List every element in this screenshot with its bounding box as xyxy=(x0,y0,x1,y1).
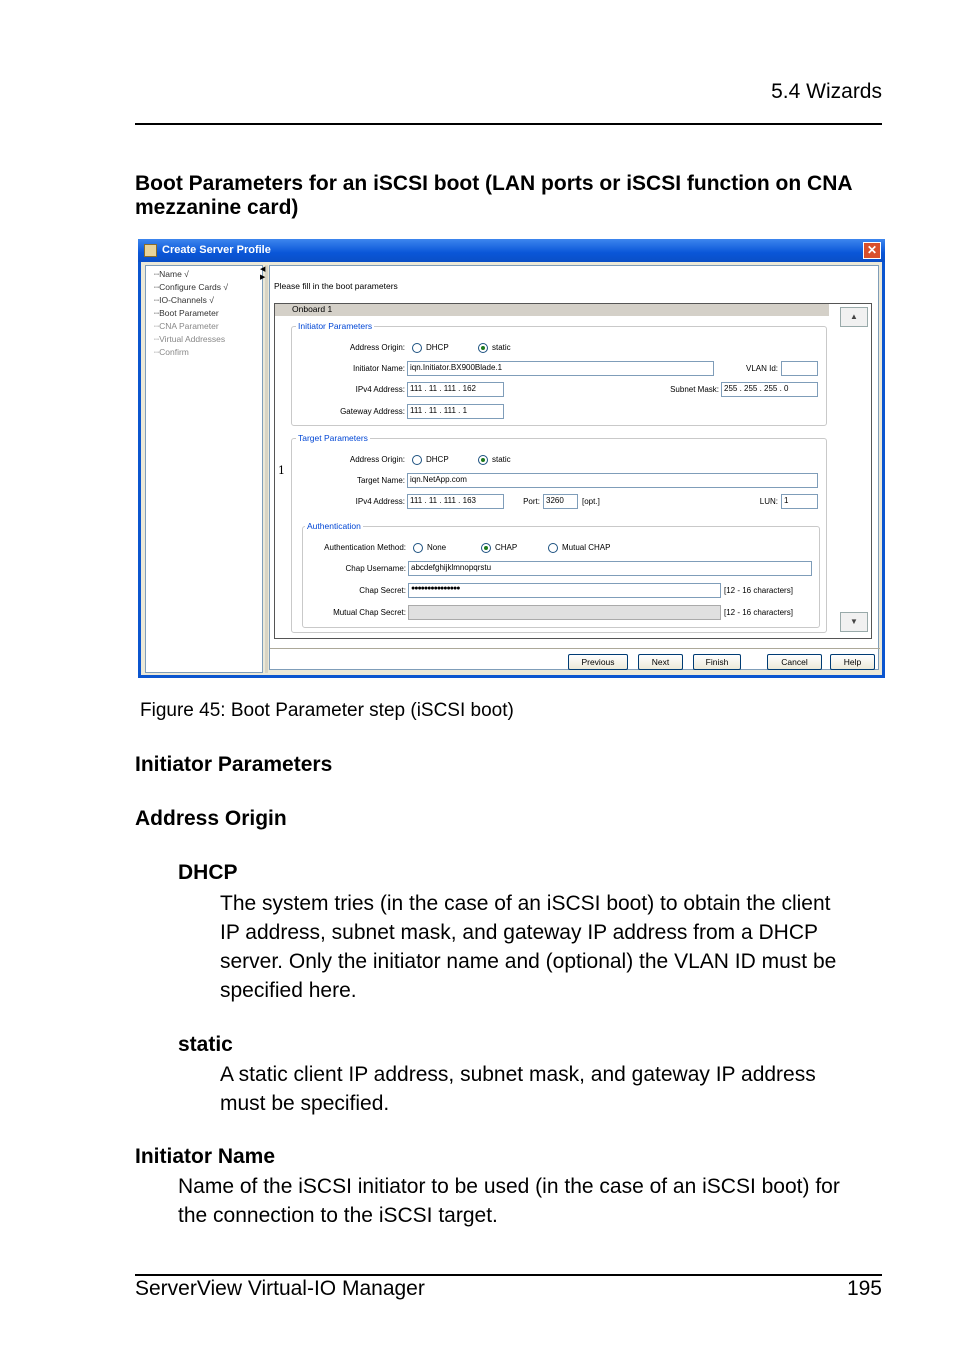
port-hint: [opt.] xyxy=(582,497,600,506)
lun-field[interactable]: 1 xyxy=(781,494,818,509)
footer-product: ServerView Virtual-IO Manager xyxy=(135,1277,425,1300)
initiator-static-label: static xyxy=(492,343,511,352)
running-header: 5.4 Wizards xyxy=(771,80,882,103)
tree-item-confirm[interactable]: ┈Confirm xyxy=(154,347,189,357)
vlan-id-label: VLAN Id: xyxy=(745,364,778,373)
initiator-ipv4-field[interactable]: 111 . 11 . 111 . 162 xyxy=(407,382,504,397)
dhcp-description: The system tries (in the case of an iSCSI boot) to obtain the client IP address, subnet mask, and gateway IP address from a DHCP server. Only the initiator name and (optional) the VLAN ID must be specified here. xyxy=(220,892,837,1002)
auth-none-radio[interactable] xyxy=(413,543,423,553)
initiator-parameters-heading: Initiator Parameters xyxy=(135,753,333,776)
help-button[interactable]: Help xyxy=(830,654,875,670)
target-static-radio[interactable] xyxy=(478,455,488,465)
authentication-group-title: Authentication xyxy=(307,521,361,531)
instruction-text: Please fill in the boot parameters xyxy=(274,281,398,291)
create-server-profile-dialog xyxy=(138,239,885,678)
section-heading: Boot Parameters for an iSCSI boot (LAN ports or iSCSI function on CNA mezzanine card) xyxy=(135,172,852,219)
dialog-title: Create Server Profile xyxy=(162,244,271,256)
initiator-dhcp-label: DHCP xyxy=(426,343,449,352)
boot-table xyxy=(274,303,872,639)
scroll-up-button[interactable]: ▲ xyxy=(840,307,868,327)
auth-chap-radio[interactable] xyxy=(481,543,491,553)
footer-rule xyxy=(135,1274,882,1276)
target-name-label: Target Name: xyxy=(356,476,405,485)
page-number: 195 xyxy=(846,1277,882,1300)
tree-item-configure-cards[interactable]: ┈Configure Cards √ xyxy=(154,282,229,292)
mutual-chap-secret-hint: [12 - 16 characters] xyxy=(724,608,793,617)
splitter[interactable] xyxy=(265,265,268,673)
vlan-id-field[interactable] xyxy=(781,361,818,376)
target-dhcp-label: DHCP xyxy=(426,455,449,464)
tree-item-cna-parameter[interactable]: ┈CNA Parameter xyxy=(154,321,219,331)
scroll-down-button[interactable]: ▼ xyxy=(840,612,868,632)
table-header: Onboard 1 xyxy=(275,304,829,316)
auth-mutual-chap-radio[interactable] xyxy=(548,543,558,553)
previous-button[interactable]: Previous xyxy=(568,654,628,670)
initiator-name-field[interactable]: iqn.Initiator.BX900Blade.1 xyxy=(407,361,714,376)
auth-chap-label: CHAP xyxy=(495,543,518,552)
subnet-mask-field[interactable]: 255 . 255 . 255 . 0 xyxy=(721,382,818,397)
mutual-chap-secret-field[interactable] xyxy=(408,605,721,620)
gateway-label: Gateway Address: xyxy=(340,407,405,416)
lun-label: LUN: xyxy=(759,497,778,506)
target-ipv4-label: IPv4 Address: xyxy=(355,497,405,506)
static-description: A static client IP address, subnet mask, and gateway IP address must be specified. xyxy=(220,1063,816,1115)
mutual-chap-secret-label: Mutual Chap Secret: xyxy=(333,608,406,617)
chap-secret-field[interactable]: ●●●●●●●●●●●●●●● xyxy=(408,583,721,598)
initiator-static-radio[interactable] xyxy=(478,343,488,353)
chap-username-field[interactable]: abcdefghijklmnopqrstu xyxy=(408,561,812,576)
dialog-client-area xyxy=(141,262,882,675)
port-label: Port: xyxy=(523,497,540,506)
target-parameters-group xyxy=(291,433,827,633)
auth-none-label: None xyxy=(427,543,447,552)
authentication-group xyxy=(302,521,820,628)
target-group-title: Target Parameters xyxy=(298,433,368,443)
initiator-group-title: Initiator Parameters xyxy=(298,321,373,331)
initiator-name-heading: Initiator Name xyxy=(135,1145,276,1168)
initiator-ipv4-label: IPv4 Address: xyxy=(355,385,405,394)
initiator-dhcp-radio[interactable] xyxy=(412,343,422,353)
target-ipv4-field[interactable]: 111 . 11 . 111 . 163 xyxy=(407,494,504,509)
close-button[interactable]: ✕ xyxy=(863,242,881,259)
finish-button[interactable]: Finish xyxy=(693,654,741,670)
target-origin-label: Address Origin: xyxy=(349,455,405,464)
subnet-mask-label: Subnet Mask: xyxy=(670,385,719,394)
tree-item-boot-parameter[interactable]: ┈Boot Parameter xyxy=(154,308,219,318)
gateway-field[interactable]: 111 . 11 . 111 . 1 xyxy=(407,404,504,419)
dhcp-heading: DHCP xyxy=(178,861,238,884)
chap-username-label: Chap Username: xyxy=(345,564,406,573)
auth-method-label: Authentication Method: xyxy=(324,543,406,552)
row-number: 1 xyxy=(278,464,285,477)
header-rule xyxy=(135,123,882,125)
wizard-step-tree xyxy=(145,265,266,673)
static-heading: static xyxy=(178,1033,233,1056)
vertical-scrollbar[interactable] xyxy=(837,304,871,638)
next-button[interactable]: Next xyxy=(638,654,683,670)
tree-item-virtual-addresses[interactable]: ┈Virtual Addresses xyxy=(154,334,226,344)
cancel-button[interactable]: Cancel xyxy=(767,654,822,670)
initiator-origin-label: Address Origin: xyxy=(349,343,405,352)
target-static-label: static xyxy=(492,455,511,464)
address-origin-heading: Address Origin xyxy=(135,807,287,830)
initiator-name-label: Initiator Name: xyxy=(352,364,405,373)
target-name-field[interactable]: iqn.NetApp.com xyxy=(407,473,818,488)
tree-item-name[interactable]: ┈Name √ xyxy=(154,269,189,279)
boot-parameter-pane xyxy=(269,265,879,670)
target-dhcp-radio[interactable] xyxy=(412,455,422,465)
port-field[interactable]: 3260 xyxy=(543,494,578,509)
splitter-arrow-icon[interactable]: ◀ ▶ xyxy=(260,266,266,281)
initiator-name-description: Name of the iSCSI initiator to be used (in the case of an iSCSI boot) for the connection to the iSCSI target. xyxy=(178,1175,840,1227)
tree-item-io-channels[interactable]: ┈IO-Channels √ xyxy=(154,295,214,305)
auth-mutual-chap-label: Mutual CHAP xyxy=(562,543,611,552)
initiator-parameters-group xyxy=(291,321,827,426)
chap-secret-hint: [12 - 16 characters] xyxy=(724,586,793,595)
app-icon xyxy=(144,244,157,257)
figure-caption: Figure 45: Boot Parameter step (iSCSI boot) xyxy=(140,700,514,721)
chap-secret-label: Chap Secret: xyxy=(359,586,406,595)
title-bar xyxy=(138,239,885,262)
button-separator xyxy=(270,648,880,649)
